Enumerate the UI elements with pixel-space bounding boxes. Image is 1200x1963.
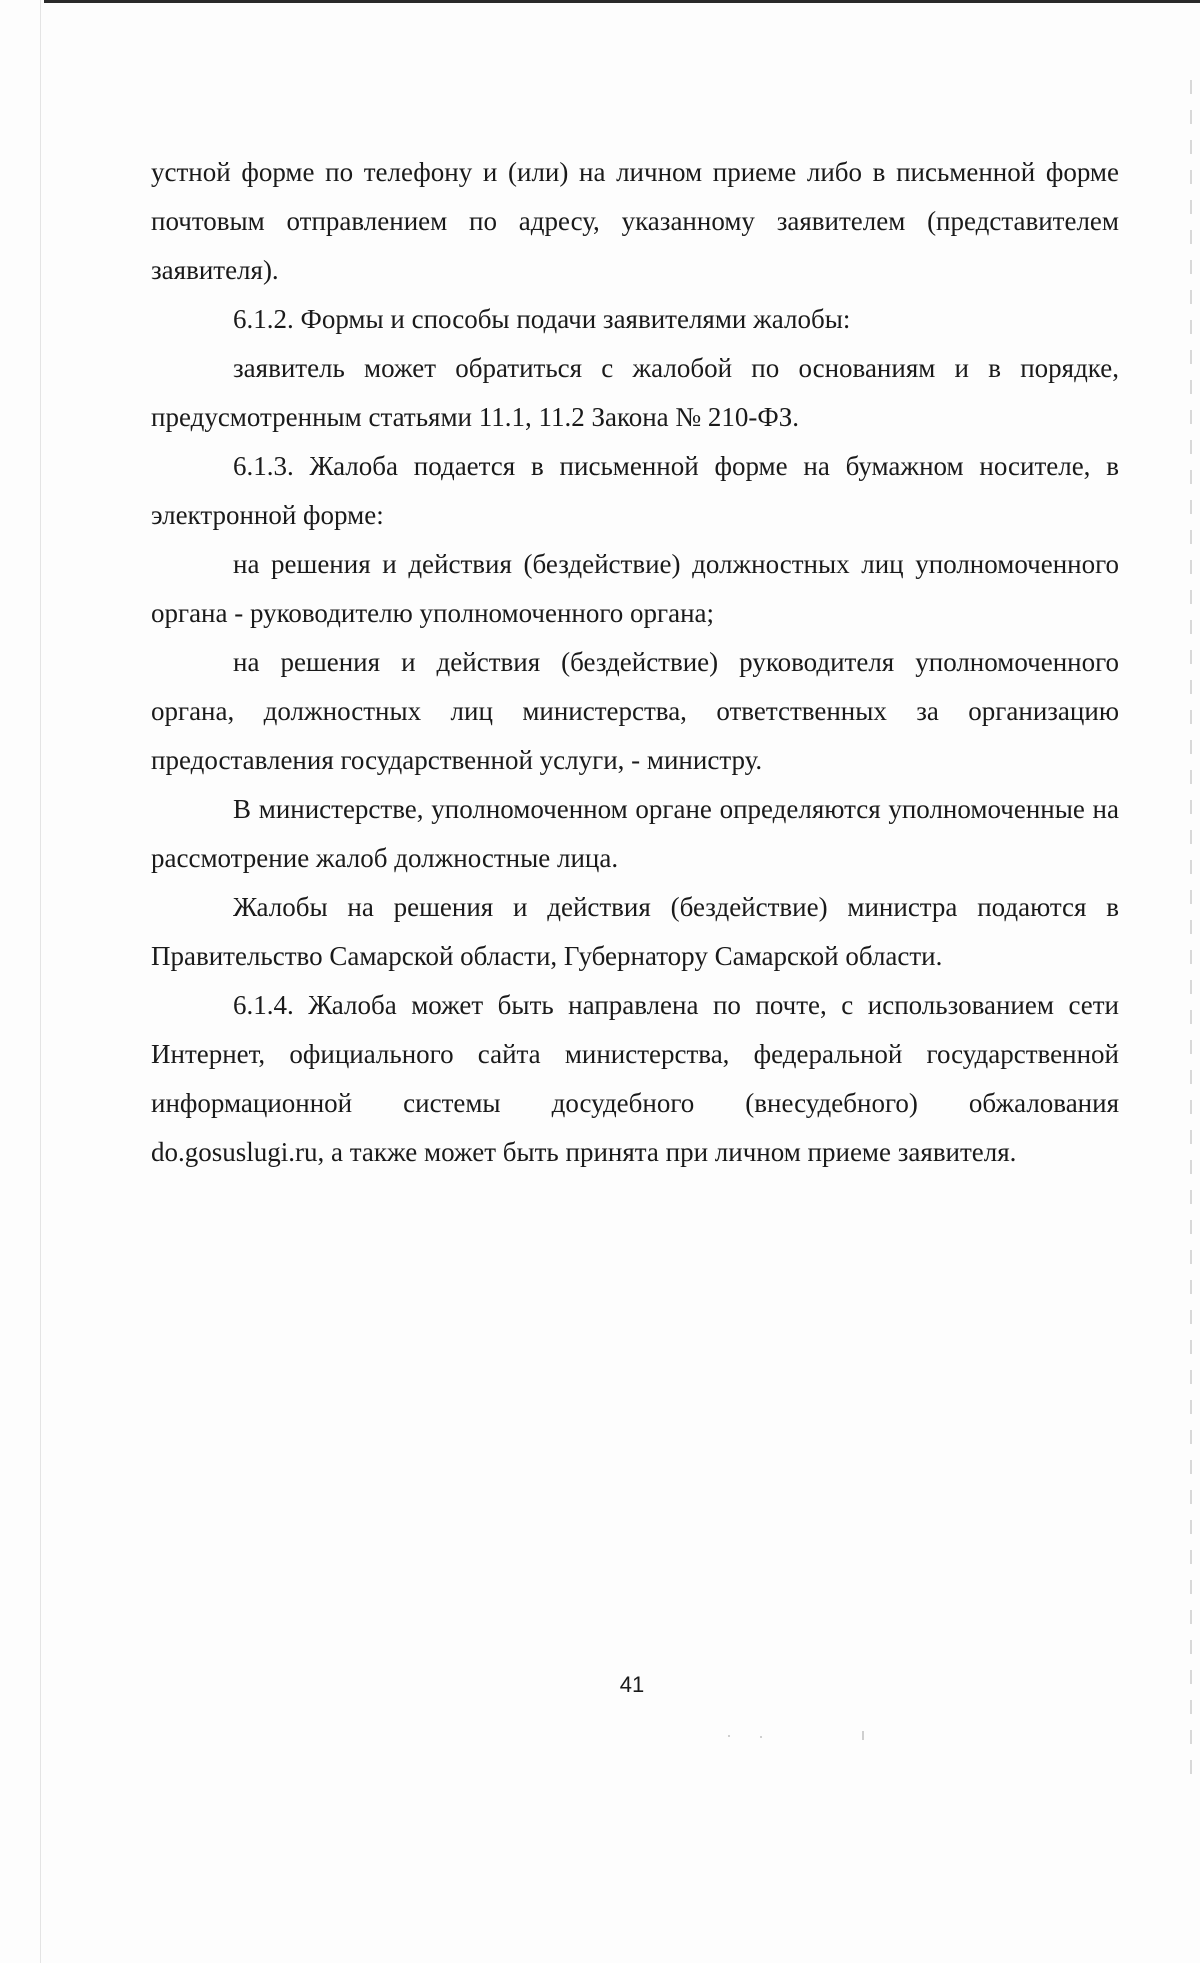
paragraph-head-complaint: на решения и действия (бездействие) руководителя уполномоченного органа, должностных лиц министерства, ответственных за организацию предоставления государственной услуги, - министру. — [151, 647, 1119, 775]
page-number: 41 — [619, 1672, 645, 1697]
right-scan-edge — [1190, 80, 1192, 1780]
left-scan-edge — [40, 0, 41, 1963]
paragraph-authorized-officials: В министерстве, уполномоченном органе определяются уполномоченные на рассмотрение жалоб должностные лица. — [151, 794, 1119, 873]
document-body — [151, 148, 1119, 1177]
paragraph-6-1-3: 6.1.3. Жалоба подается в письменной форме на бумажном носителе, в электронной форме: — [151, 451, 1119, 530]
paragraph-6-1-2-heading: 6.1.2. Формы и способы подачи заявителями жалобы: — [233, 304, 851, 334]
paragraph-6-1-4: 6.1.4. Жалоба может быть направлена по почте, с использованием сети Интернет, официального сайта министерства, федеральной государственной информационной системы досудебного (внесудебного) обжалования do.gosuslugi.ru, а также может быть принята при личном приеме заявителя. — [151, 990, 1119, 1167]
paragraph-minister-complaint: Жалобы на решения и действия (бездействие) министра подаются в Правительство Самарской области, Губернатору Самарской области. — [151, 892, 1119, 971]
top-border-line — [44, 0, 1200, 3]
paragraph-continuation: устной форме по телефону и (или) на личном приеме либо в письменной форме почтовым отправлением по адресу, указанному заявителем (представителем заявителя). — [151, 157, 1119, 285]
scan-speck — [760, 1736, 762, 1738]
paragraph-applicant-right: заявитель может обратиться с жалобой по основаниям и в порядке, предусмотренным статьями 11.1, 11.2 Закона № 210-ФЗ. — [151, 353, 1119, 432]
paragraph-officials-complaint: на решения и действия (бездействие) должностных лиц уполномоченного органа - руководителю уполномоченного органа; — [151, 549, 1119, 628]
scan-speck — [862, 1731, 864, 1740]
scan-speck — [728, 1735, 730, 1737]
